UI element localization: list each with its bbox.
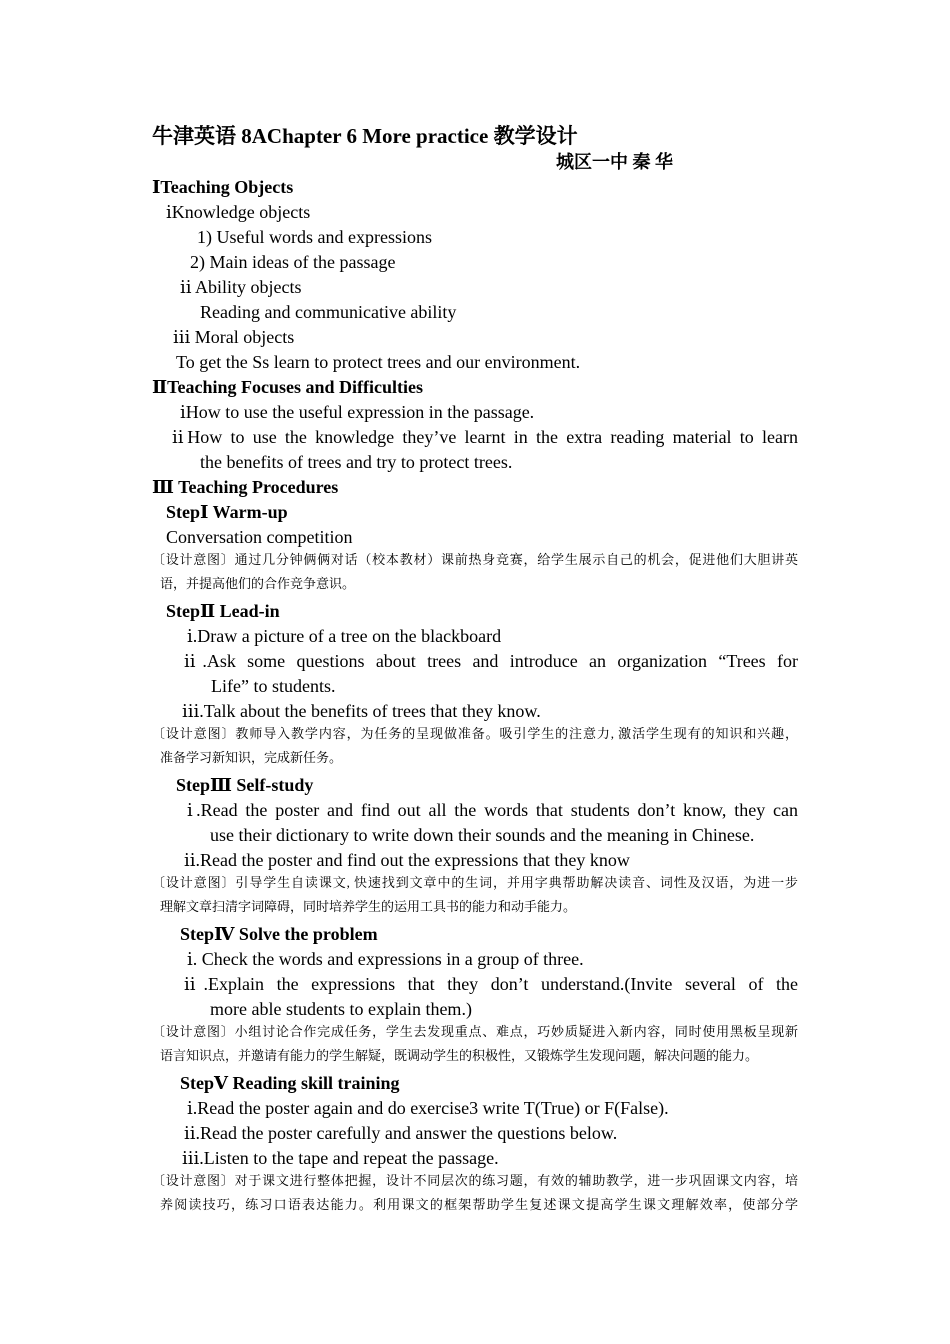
step-3-design-note: 〔设计意图〕引导学生自读课文, 快速找到文章中的生词，并用字典帮助解决读音、词性及汉语，为进一步 [152, 875, 798, 890]
knowledge-item-2: 2) Main ideas of the passage [190, 252, 396, 272]
step-5-design-note-cont: 养阅读技巧，练习口语表达能力。利用课文的框架帮助学生复述课文提高学生课文理解效率，使部分学 [160, 1197, 798, 1212]
step-1-design-note: 〔设计意图〕通过几分钟俩俩对话（校本教材）课前热身竞赛，给学生展示自己的机会，促进他们大胆讲英 [152, 552, 798, 567]
ability-item: Reading and communicative ability [200, 302, 457, 322]
ability-objects: ⅱ Ability objects [180, 277, 302, 297]
step-3-line-1: ⅰ.Read the poster and find out all the words that students don’t know, they can [187, 800, 798, 820]
step-2-title: StepⅡ Lead-in [166, 601, 280, 621]
moral-objects: ⅲ Moral objects [173, 327, 295, 347]
document-title: 牛津英语 8AChapter 6 More practice 教学设计 [152, 124, 578, 148]
step-2-line-3: ⅲ.Talk about the benefits of trees that they know. [182, 701, 541, 721]
moral-item: To get the Ss learn to protect trees and our environment. [176, 352, 581, 372]
step-4-line-1: ⅰ. Check the words and expressions in a group of three. [187, 949, 584, 969]
knowledge-item-1: 1) Useful words and expressions [197, 227, 432, 247]
step-4-design-note: 〔设计意图〕小组讨论合作完成任务，学生去发现重点、难点，巧妙质疑进入新内容，同时使用黑板呈现新 [152, 1024, 798, 1039]
step-4-title: StepⅣ Solve the problem [180, 924, 378, 944]
step-2-line-1: ⅰ.Draw a picture of a tree on the blackboard [187, 626, 502, 646]
step-5-line-1: ⅰ.Read the poster again and do exercise3 write T(True) or F(False). [187, 1098, 669, 1118]
step-5-line-3: ⅲ.Listen to the tape and repeat the passage. [182, 1148, 499, 1168]
step-3-line-1-cont: use their dictionary to write down their sounds and the meaning in Chinese. [210, 825, 755, 845]
step-5-line-2: ⅱ.Read the poster carefully and answer the questions below. [184, 1123, 618, 1143]
step-3-title: StepⅢ Self-study [176, 775, 314, 795]
focus-item-2: ⅱHow to use the knowledge they’ve learnt in the extra reading material to learn [172, 427, 798, 447]
step-3-design-note-cont: 理解文章扫清字词障碍，同时培养学生的运用工具书的能力和动手能力。 [160, 899, 577, 914]
step-4-line-2: ⅱ.Explain the expressions that they don’t understand.(Invite several of the [184, 974, 798, 994]
focus-item-2-cont: the benefits of trees and try to protect trees. [200, 452, 513, 472]
section-heading-focuses: ⅡTeaching Focuses and Difficulties [152, 377, 424, 397]
step-4-line-2-cont: more able students to explain them.) [210, 999, 472, 1019]
step-2-line-2: ⅱ.Ask some questions about trees and introduce an organization “Trees for [184, 651, 798, 671]
step-5-title: StepⅤ Reading skill training [180, 1073, 400, 1093]
step-1-design-note-cont: 语，并提高他们的合作竞争意识。 [160, 576, 356, 591]
step-3-line-2: ⅱ.Read the poster and find out the expressions that they know [184, 850, 630, 870]
step-5-design-note: 〔设计意图〕对于课文进行整体把握，设计不同层次的练习题，有效的辅助教学，进一步巩固课文内容，培 [152, 1173, 798, 1188]
focus-item-1: ⅰHow to use the useful expression in the passage. [180, 402, 535, 422]
document-author: 城区一中 秦 华 [556, 152, 673, 172]
step-2-design-note-cont: 准备学习新知识，完成新任务。 [160, 750, 343, 765]
step-1-title: StepⅠ Warm-up [166, 502, 288, 522]
step-1-line-1: Conversation competition [166, 527, 353, 547]
section-heading-teaching-objects: ⅠTeaching Objects [152, 177, 294, 197]
knowledge-objects: ⅰKnowledge objects [166, 202, 311, 222]
step-4-design-note-cont: 语言知识点，并邀请有能力的学生解疑，既调动学生的积极性，又锻炼学生发现问题，解决问题的能力。 [160, 1048, 759, 1063]
step-2-design-note: 〔设计意图〕教师导入教学内容，为任务的呈现做准备。吸引学生的注意力, 激活学生现有的知识和兴趣， [152, 726, 798, 741]
section-heading-procedures: Ⅲ Teaching Procedures [152, 477, 339, 497]
step-2-line-2-cont: Life” to students. [211, 676, 336, 696]
